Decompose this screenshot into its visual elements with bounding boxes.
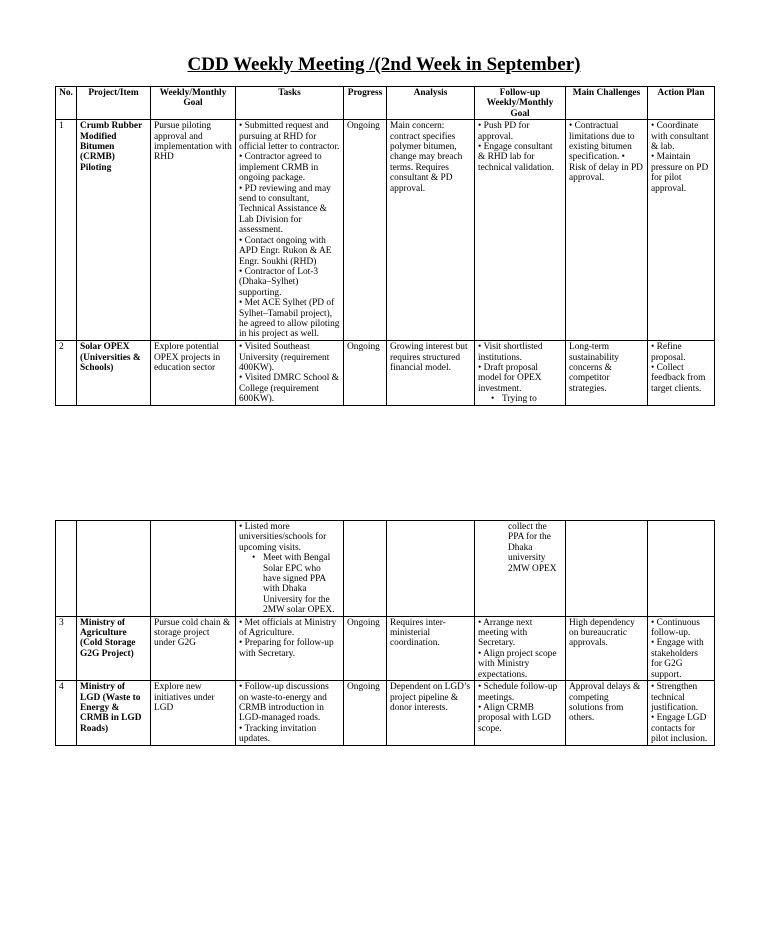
cell-goal: Pursue cold chain & storage project under G2G (151, 616, 236, 680)
cell-goal: Explore potential OPEX projects in education sector (151, 341, 236, 405)
action-line: • Maintain pressure on PD for pilot approval. (651, 152, 709, 194)
cell-analysis: Dependent on LGD’s project pipeline & donor interests. (387, 681, 475, 745)
cell-analysis: Main concern: contract specifies polymer bitumen, change may breach terms. Requires consultant & PD approval. (387, 120, 475, 341)
action-line: • Collect feedback from target clients. (651, 363, 706, 394)
task-line: • Preparing for follow-up with Secretary. (239, 638, 334, 659)
cell-progress: Ongoing (344, 120, 387, 341)
table-header-row (56, 87, 715, 120)
followup-line: • Draft proposal model for OPEX investment. (478, 363, 542, 394)
task-line: • Contractor agreed to implement CRMB in ongoing package. (239, 152, 322, 184)
cell-challenges: • Contractual limitations due to existing bitumen specification. • Risk of delay in PD approval. (566, 120, 648, 341)
followup-line: • Arrange next meeting with Secretary. (478, 617, 533, 649)
cell-tasks (236, 341, 344, 405)
task-line: • PD reviewing and may send to consultant, Technical Assistance & Lab Division for assessment. (239, 183, 331, 236)
task-line: • Met officials at Ministry of Agriculture. (239, 617, 337, 639)
action-line: • Strengthen technical justification. (651, 682, 699, 713)
followup-subbullet-continued: collect the PPA for the Dhaka university 2MW OPEX (508, 522, 557, 574)
cell-no: 1 (56, 120, 77, 341)
cell-action-plan (648, 616, 715, 680)
cell-action-plan (648, 681, 715, 745)
cell-goal: Pursue piloting approval and implementation with RHD (151, 120, 236, 341)
header-project-item: Project/Item (77, 87, 151, 120)
cell-project-item: Ministry of Agriculture (Cold Storage G2G Project) (77, 616, 151, 680)
header-action-plan: Action Plan (648, 87, 715, 120)
task-line: • Visited DMRC School & College (requirement 600KW). (239, 373, 339, 405)
task-line: • Contractor of Lot-3 (Dhaka–Sylhet) supporting. (239, 266, 319, 298)
cell-followup (475, 341, 566, 405)
cell-followup (475, 681, 566, 745)
header-tasks: Tasks (236, 87, 344, 120)
task-line: • Submitted request and pursuing at RHD for official letter to contractor. (239, 121, 340, 153)
header-follow-up: Follow-up Weekly/Monthly Goal (475, 87, 566, 120)
table-row (56, 681, 715, 745)
followup-line: • Schedule follow-up meetings. (478, 682, 558, 703)
table-row (56, 341, 715, 405)
bullet-icon: • (252, 553, 256, 564)
task-line: • Contact ongoing with APD Engr. Rukon & AE Engr. Soukhi (RHD) (239, 235, 332, 267)
cell-goal: Explore new initiatives under LGD (151, 681, 236, 745)
cell-analysis: Growing interest but requires structured financial model. (387, 341, 475, 405)
cell-challenges (566, 521, 648, 617)
cell-progress: Ongoing (344, 681, 387, 745)
task-line: • Listed more universities/schools for upcoming visits. (239, 522, 327, 553)
cell-progress: Ongoing (344, 341, 387, 405)
cell-analysis (387, 521, 475, 617)
task-line: • Tracking invitation updates. (239, 723, 317, 745)
header-weekly-monthly-goal: Weekly/Monthly Goal (151, 87, 236, 120)
action-line: • Continuous follow-up. (651, 617, 700, 639)
cell-project-item: Solar OPEX (Universities & Schools) (77, 341, 151, 405)
cell-progress (344, 521, 387, 617)
cell-tasks (236, 521, 344, 617)
task-subbullet-text: Meet with Bengal Solar EPC who have signed PPA with Dhaka University for the 2MW solar OPEX. (263, 553, 335, 616)
cell-tasks (236, 616, 344, 680)
cell-challenges: Long-term sustainability concerns & competitor strategies. (566, 341, 648, 405)
cell-no: 2 (56, 341, 77, 405)
header-no: No. (56, 87, 77, 120)
cell-action-plan (648, 341, 715, 405)
cell-project-item: Crumb Rubber Modified Bitumen (CRMB) Piloting (77, 120, 151, 341)
action-line: • Engage LGD contacts for pilot inclusion. (651, 713, 708, 745)
followup-line: • Align project scope with Ministry expectations. (478, 648, 557, 680)
followup-line: • Push PD for approval. (478, 121, 530, 142)
action-line: • Refine proposal. (651, 342, 686, 363)
header-progress: Progress (344, 87, 387, 120)
header-main-challenges: Main Challenges (566, 87, 648, 120)
cell-action-plan (648, 521, 715, 617)
cell-followup (475, 120, 566, 341)
cell-followup (475, 616, 566, 680)
task-line: • Visited Southeast University (requirement 400KW). (239, 342, 330, 374)
followup-subbullet-text: Trying to (502, 394, 537, 405)
table-row (56, 120, 715, 341)
followup-line: • Engage consultant & RHD lab for technical validation. (478, 142, 555, 173)
table-row-continued (56, 521, 715, 617)
table-row (56, 616, 715, 680)
cell-followup (475, 521, 566, 617)
cell-action-plan (648, 120, 715, 341)
cell-project-item (77, 521, 151, 617)
action-line: • Engage with stakeholders for G2G support. (651, 638, 704, 680)
meeting-table-part2 (55, 520, 715, 746)
cell-challenges: High dependency on bureaucratic approvals. (566, 616, 648, 680)
cell-no (56, 521, 77, 617)
action-line: • Coordinate with consultant & lab. (651, 121, 709, 153)
header-analysis: Analysis (387, 87, 475, 120)
cell-no: 3 (56, 616, 77, 680)
cell-analysis: Requires inter-ministerial coordination. (387, 616, 475, 680)
bullet-icon: • (491, 394, 495, 405)
followup-subbullet (478, 394, 562, 404)
cell-project-item: Ministry of LGD (Waste to Energy & CRMB in LGD Roads) (77, 681, 151, 745)
cell-goal (151, 521, 236, 617)
followup-line: • Visit shortlisted institutions. (478, 342, 543, 363)
document-title: CDD Weekly Meeting /(2nd Week in September) (187, 54, 581, 75)
task-subbullet (239, 553, 340, 615)
cell-tasks (236, 120, 344, 341)
task-line: • Met ACE Sylhet (PD of Sylhet–Tamabil project), he agreed to allow piloting in his project as well. (239, 298, 340, 340)
cell-progress: Ongoing (344, 616, 387, 680)
cell-tasks (236, 681, 344, 745)
followup-line: • Align CRMB proposal with LGD scope. (478, 702, 551, 734)
cell-no: 4 (56, 681, 77, 745)
cell-challenges: Approval delays & competing solutions from others. (566, 681, 648, 745)
meeting-table-part1 (55, 86, 715, 406)
task-line: • Follow-up discussions on waste-to-energy and CRMB introduction in LGD-managed roads. (239, 682, 329, 724)
